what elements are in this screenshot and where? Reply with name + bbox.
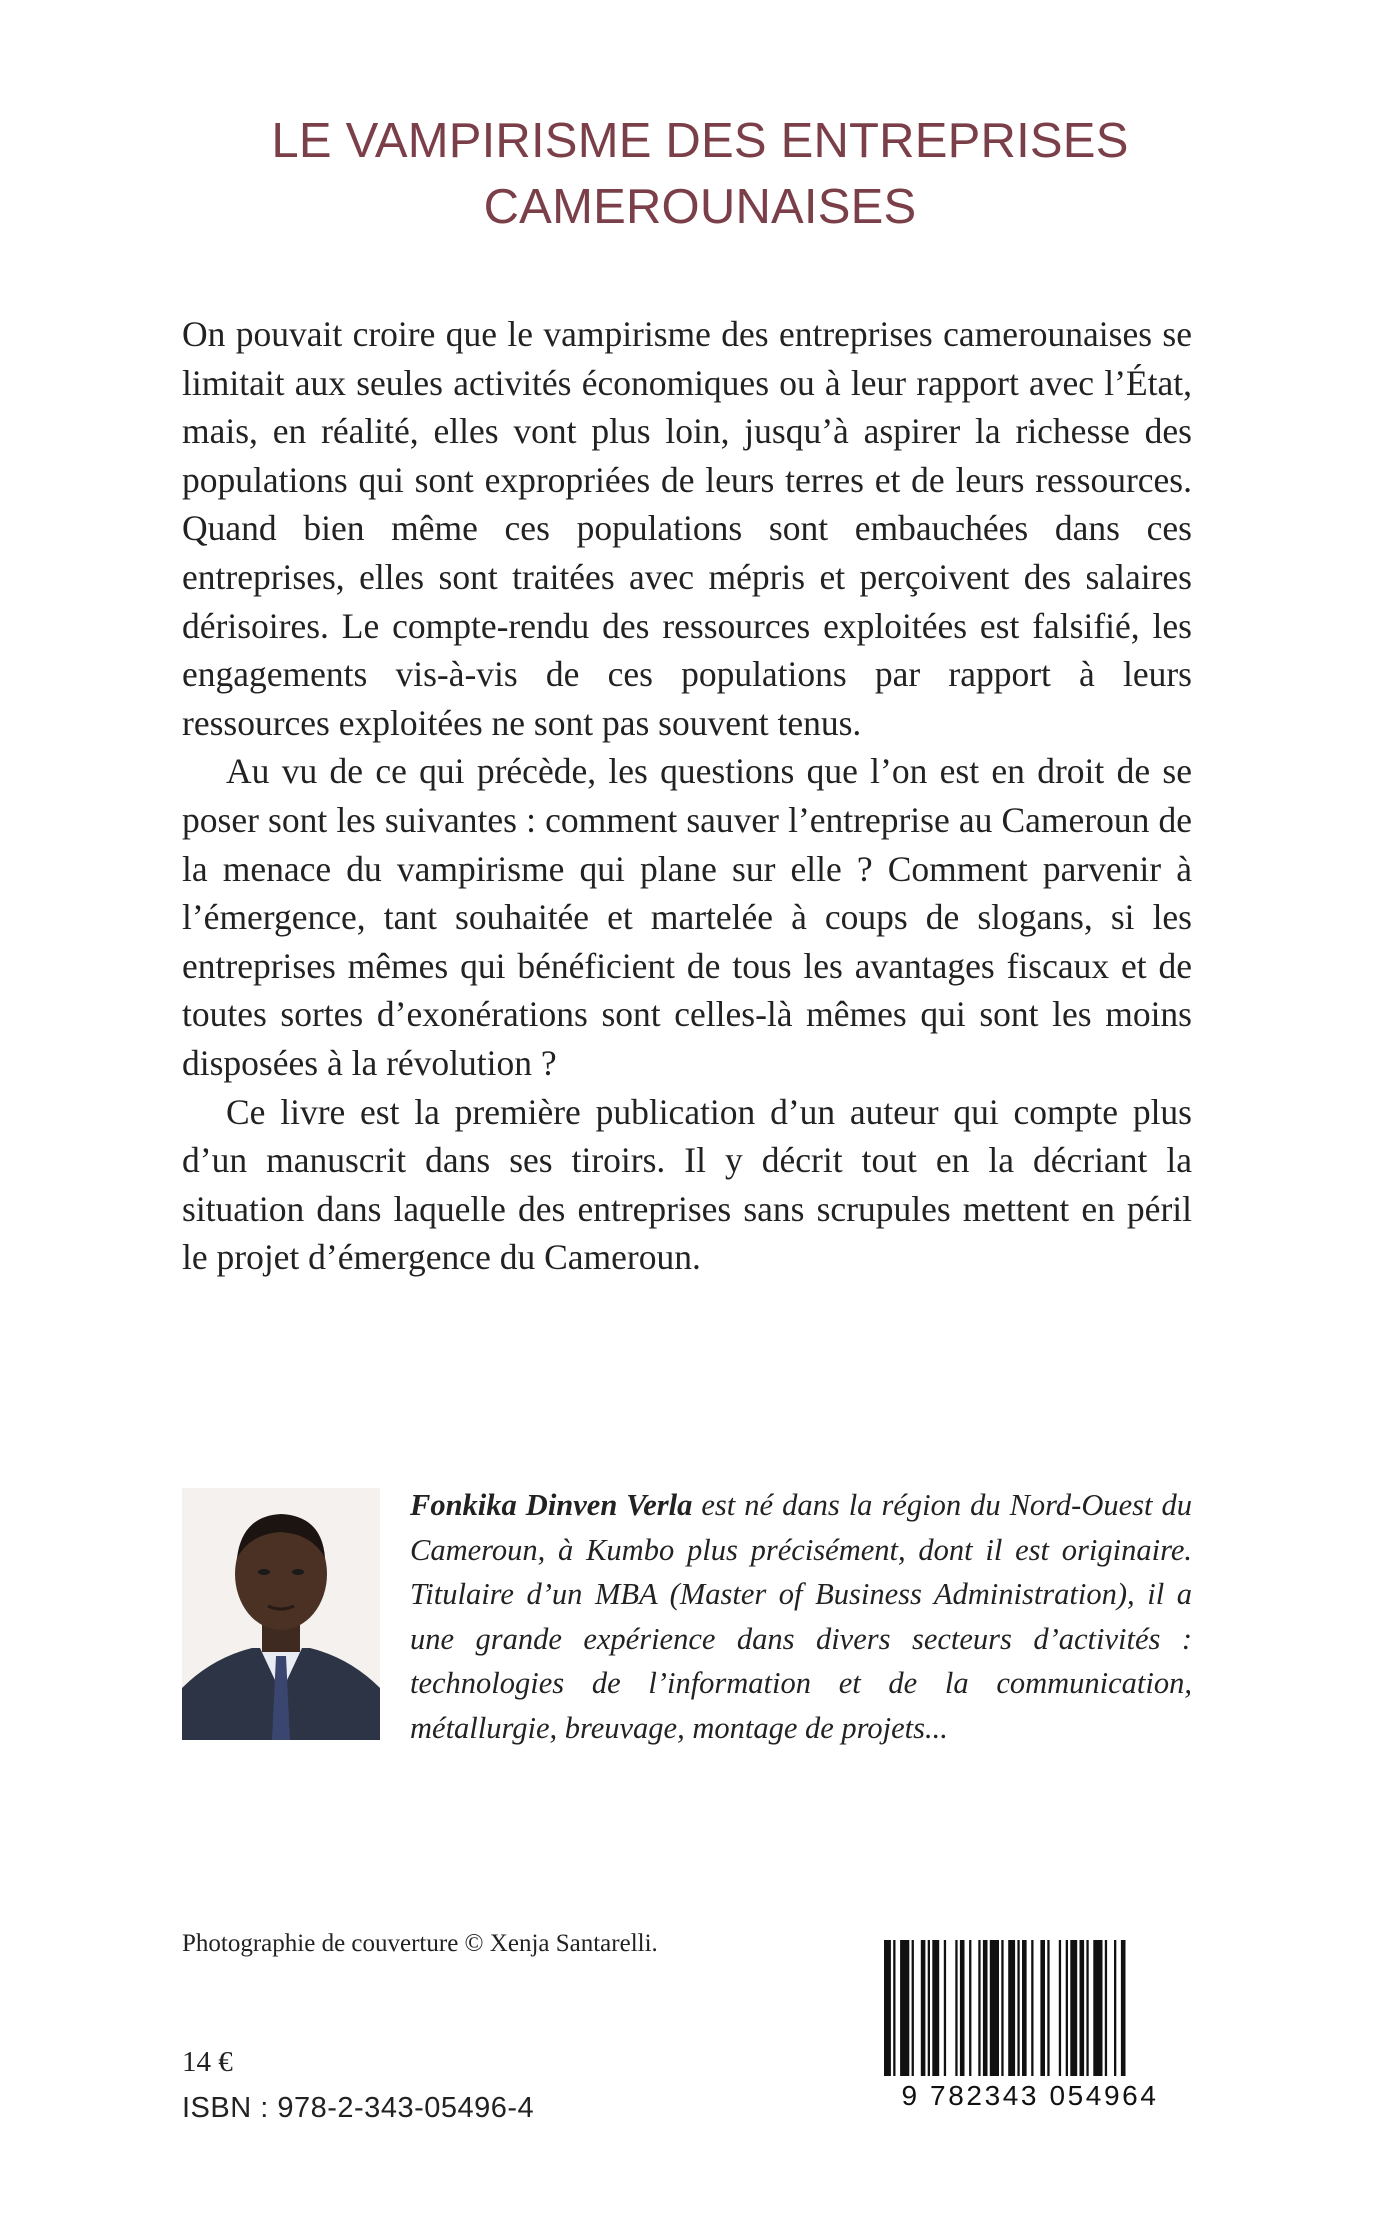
barcode-bar: [1059, 1940, 1061, 2076]
barcode-bar: [1070, 1940, 1077, 2076]
barcode-bar: [1017, 1940, 1019, 2076]
title-line-1: LE VAMPIRISME DES ENTREPRISES: [271, 114, 1129, 168]
barcode-bar: [983, 1940, 988, 2076]
barcode-bar: [921, 1940, 926, 2076]
price: 14 €: [182, 2046, 233, 2078]
barcode-bar: [969, 1940, 971, 2076]
author-bio-text: est né dans la région du Nord-Ouest du Cameroun, à Kumbo plus précisément, dont il est originaire. Titulaire d’un MBA (Master of Business Administration), il a une grande expérience dans divers secteurs d’activités : technologies de l’information et de la communication, métallurgie, breuvage, montage de projets...: [410, 1488, 1192, 1745]
barcode-bar: [1022, 1940, 1027, 2076]
photo-credit: Photographie de couverture © Xenja Santarelli.: [182, 1930, 658, 1957]
barcode-bar: [990, 1940, 999, 2076]
back-cover-summary: [182, 310, 1192, 1282]
barcode-bar: [1040, 1940, 1045, 2076]
barcode-bar: [955, 1940, 957, 2076]
barcode-bar: [960, 1940, 965, 2076]
barcode-bar: [884, 1940, 891, 2076]
barcode-bar: [1008, 1940, 1015, 2076]
barcode-bar: [978, 1940, 980, 2076]
barcode-bar: [1093, 1940, 1102, 2076]
barcode-bar: [1114, 1940, 1116, 2076]
author-name: Fonkika Dinven Verla: [410, 1488, 693, 1522]
barcode-bar: [912, 1940, 914, 2076]
barcode-bar: [1001, 1940, 1003, 2076]
barcode-bar: [928, 1940, 930, 2076]
barcode-bar: [1121, 1940, 1126, 2076]
author-photo: [182, 1488, 380, 1740]
title-line-2: CAMEROUNAISES: [483, 180, 917, 234]
barcode-bar: [932, 1940, 939, 2076]
summary-paragraph-3: Ce livre est la première publication d’un auteur qui compte plus d’un manuscrit dans ses tiroirs. Il y décrit tout en la décriant la situation dans laquelle des entreprises sans scrupules mettent en péril le projet d’émergence du Cameroun.: [182, 1091, 1192, 1278]
barcode-bar: [1066, 1940, 1068, 2076]
barcode-bar: [1047, 1940, 1049, 2076]
barcode-bar: [1080, 1940, 1085, 2076]
barcode-bar: [900, 1940, 909, 2076]
barcode-digits: 9 782343 054964: [901, 2080, 1159, 2111]
barcode-bar: [1105, 1940, 1107, 2076]
barcode-bar: [1031, 1940, 1033, 2076]
barcode-bar: [1086, 1940, 1088, 2076]
author-bio: [410, 1483, 1192, 1750]
isbn: ISBN : 978-2-343-05496-4: [182, 2092, 535, 2124]
barcode-bar: [944, 1940, 946, 2076]
summary-paragraph-1: On pouvait croire que le vampirisme des entreprises camerounaises se limitait aux seules activités économiques ou à leur rapport avec l’État, mais, en réalité, elles vont plus loin, jusqu’à aspirer la richesse des populations qui sont expropriées de leurs terres et de leurs ressources. Quand bien même ces populations sont embauchées dans ces entreprises, elles sont traitées avec mépris et perçoivent des salaires dérisoires. Le compte-rendu des ressources exploitées est falsifié, les engagements vis-à-vis de ces populations par rapport à leurs ressources exploitées ne sont pas souvent tenus.: [182, 314, 1192, 743]
barcode-bar: [893, 1940, 895, 2076]
book-title: [0, 108, 1400, 240]
summary-paragraph-2: Au vu de ce qui précède, les questions que l’on est en droit de se poser sont les suivantes : comment sauver l’entreprise au Cameroun de la menace du vampirisme qui plane sur elle ? Comment parvenir à l’émergence, tant souhaitée et martelée à coups de slogans, si les entreprises mêmes qui bénéficient de tous les avantages fiscaux et de toutes sortes d’exonérations sont celles-là mêmes qui sont les moins disposées à la révolution ?: [182, 751, 1192, 1083]
